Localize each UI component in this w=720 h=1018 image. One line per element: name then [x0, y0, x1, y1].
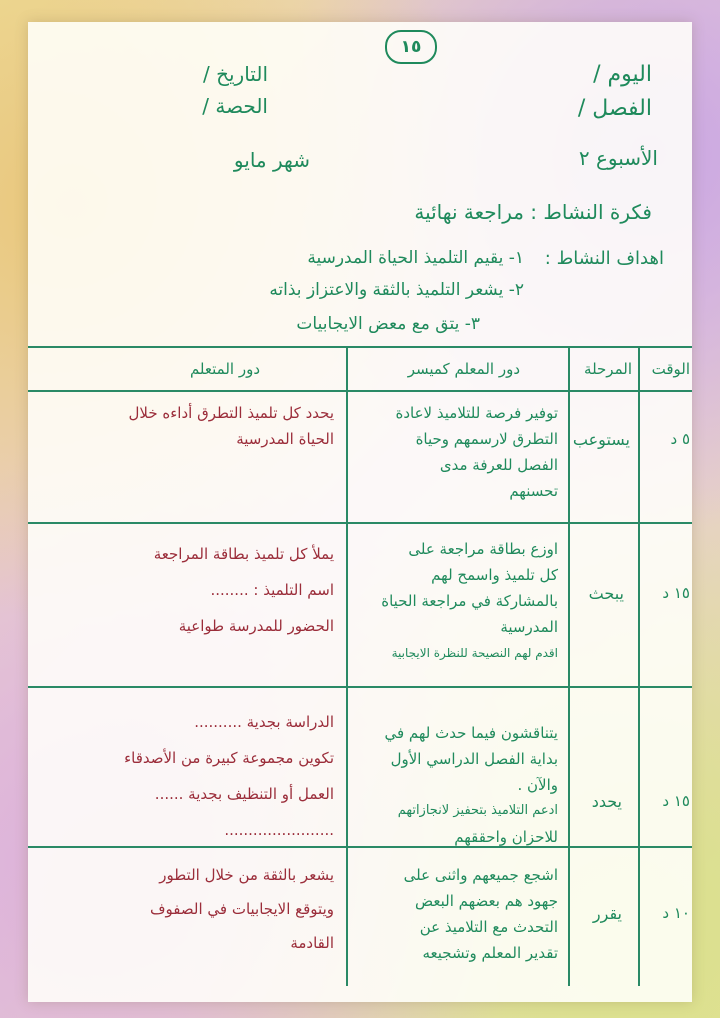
table-row-divider: [28, 686, 692, 688]
row-time: ١٥ د: [662, 584, 690, 602]
row-teacher-role: يتناقشون فيما حدث لهم في بداية الفصل الدراسي الأول والآن . ادعم التلاميذ بتحفيز لانجازاتهم للاحزان واحققهم: [384, 724, 558, 846]
row-learner-role: الدراسة بجدية .......... تكوين مجموعة كبيرة من الأصدقاء العمل أو التنظيف بجدية ...... .......................: [124, 713, 334, 839]
activity-goal-1: ١- يقيم التلميذ الحياة المدرسية: [307, 248, 524, 268]
row-learner-role: يشعر بالثقة من خلال التطور ويتوقع الايجابيات في الصفوف القادمة: [150, 866, 334, 952]
class-label: الفصل /: [577, 96, 652, 121]
row-time: ٥ د: [670, 430, 690, 448]
activity-idea: فكرة النشاط : مراجعة نهائية: [414, 200, 652, 224]
activity-goals-label: اهداف النشاط :: [544, 248, 664, 269]
row-teacher-role: توفير فرصة للتلاميذ لاعادة التطرق لارسمهم وحياة الفصل للعرفة مدى تحسنهم: [395, 404, 558, 500]
row-time: ١٥ د: [662, 792, 690, 810]
table-col-divider: [638, 346, 640, 986]
header-stage: المرحلة: [584, 360, 632, 378]
row-teacher-role: اشجع جميعهم واثنى على جهود هم بعضهم البعض التحدث مع التلاميذ عن تقدير المعلم وتشجيعه: [403, 866, 558, 962]
table-top-border: [28, 346, 692, 348]
month-label: شهر مايو: [233, 148, 310, 172]
row-stage: يقرر: [592, 904, 622, 923]
header-teacher: دور المعلم كميسر: [407, 360, 520, 378]
header-time: الوقت: [651, 360, 690, 378]
table-header-border: [28, 390, 692, 392]
date-label: التاريخ /: [202, 62, 268, 86]
period-label: الحصة /: [202, 94, 268, 118]
row-learner-role: يملأ كل تلميذ بطاقة المراجعة اسم التلميذ : ........ الحضور للمدرسة طواعية: [153, 545, 334, 635]
table-col-divider: [346, 346, 348, 986]
week-label: الأسبوع ٢: [578, 146, 658, 170]
page-number-badge: ١٥: [385, 30, 437, 64]
row-stage: يستوعب: [572, 430, 630, 449]
activity-goal-3: ٣- يتق مع معض الايجابيات: [296, 314, 480, 334]
row-stage: يحدد: [591, 792, 622, 811]
table-row-divider: [28, 522, 692, 524]
activity-goal-2: ٢- يشعر التلميذ بالثقة والاعتزاز بذاته: [269, 280, 524, 300]
day-label: اليوم /: [593, 62, 652, 87]
row-stage: يبحث: [588, 584, 624, 603]
header-learner: دور المتعلم: [189, 360, 260, 378]
row-time: ١٠ د: [662, 904, 690, 922]
row-learner-role: يحدد كل تلميذ التطرق أداءه خلال الحياة المدرسية: [128, 404, 334, 448]
row-teacher-role: اوزع بطاقة مراجعة على كل تلميذ واسمح لهم بالمشاركة في مراجعة الحياة المدرسية اقدم لهم النصيحة للنظرة الايجابية: [381, 540, 558, 660]
table-col-divider: [568, 346, 570, 986]
